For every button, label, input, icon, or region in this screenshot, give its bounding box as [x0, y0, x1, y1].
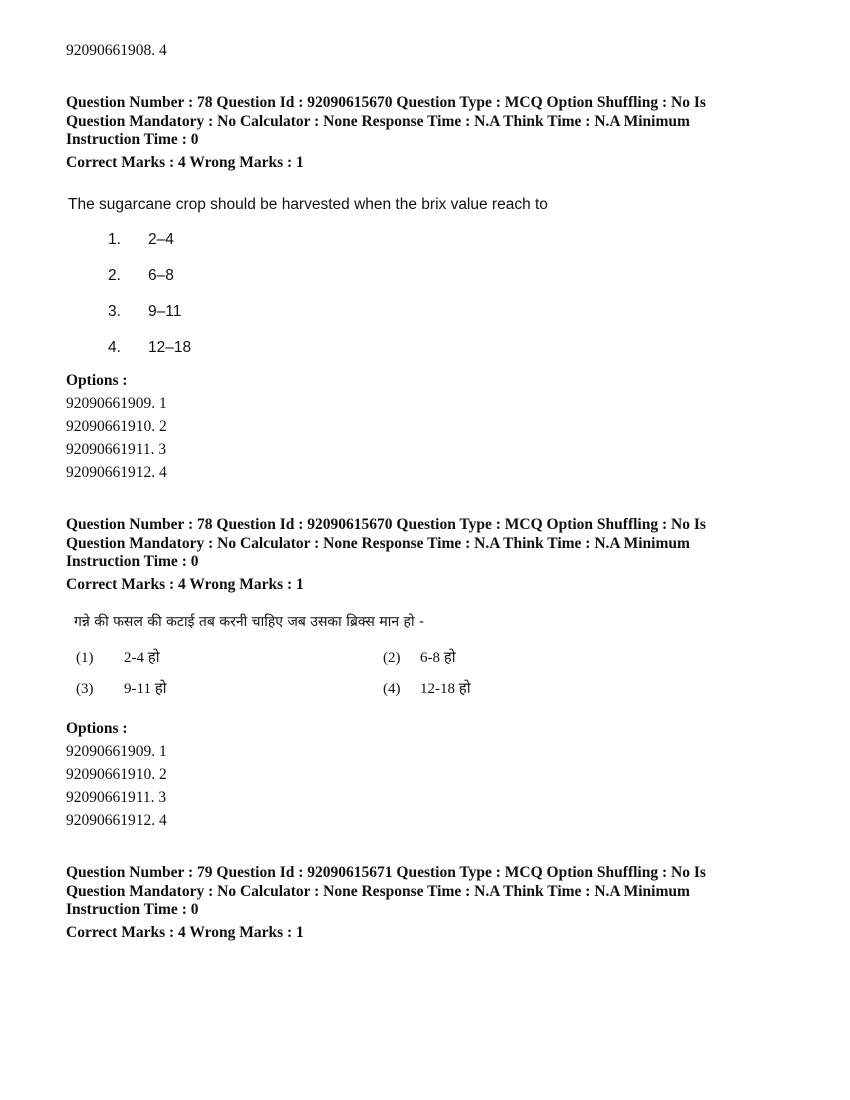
question-78-hindi-metadata — [66, 516, 786, 572]
option-id: 92090661910. 2 — [66, 766, 167, 783]
metadata-line: Question Mandatory : No Calculator : None Response Time : N.A Think Time : N.A Minimum — [66, 882, 690, 900]
option-number: (1) — [76, 650, 94, 666]
question-text-hindi: गन्ने की फसल की कटाई तब करनी चाहिए जब उसका ब्रिक्स मान हो - — [74, 614, 425, 630]
marks-line: Correct Marks : 4 Wrong Marks : 1 — [66, 154, 304, 171]
option-number: (3) — [76, 681, 94, 697]
answer-option — [76, 678, 167, 698]
answer-option — [108, 303, 181, 321]
marks-line: Correct Marks : 4 Wrong Marks : 1 — [66, 576, 304, 593]
option-id-list — [66, 740, 167, 832]
metadata-line: Question Mandatory : No Calculator : None Response Time : N.A Think Time : N.A Minimum — [66, 112, 690, 130]
option-text: 12–18 — [148, 339, 192, 356]
metadata-line: Instruction Time : 0 — [66, 553, 199, 570]
option-id: 92090661909. 1 — [66, 743, 167, 760]
option-id: 92090661912. 4 — [66, 464, 167, 481]
answer-option — [108, 231, 174, 249]
metadata-line: Instruction Time : 0 — [66, 131, 199, 148]
metadata-line: Question Mandatory : No Calculator : None Response Time : N.A Think Time : N.A Minimum — [66, 534, 690, 552]
question-79-metadata — [66, 864, 786, 920]
metadata-line: Question Number : 78 Question Id : 92090615670 Question Type : MCQ Option Shuffling : No Is — [66, 94, 706, 111]
option-number: (4) — [383, 681, 401, 697]
answer-option — [108, 267, 174, 285]
option-text: 6-8 हो — [420, 650, 456, 666]
option-id-list — [66, 392, 167, 484]
option-number: 3. — [108, 303, 121, 320]
answer-option — [108, 339, 191, 357]
marks-line: Correct Marks : 4 Wrong Marks : 1 — [66, 924, 304, 941]
option-number: 2. — [108, 267, 121, 284]
option-number: 4. — [108, 339, 121, 356]
options-label: Options : — [66, 372, 128, 389]
option-text: 2–4 — [148, 231, 174, 248]
option-text: 9-11 हो — [124, 681, 167, 697]
options-label: Options : — [66, 720, 128, 737]
answer-option — [383, 678, 471, 698]
answer-option — [383, 647, 456, 667]
option-number: 1. — [108, 231, 121, 248]
option-text: 9–11 — [148, 303, 182, 320]
option-id: 92090661910. 2 — [66, 418, 167, 435]
metadata-line: Instruction Time : 0 — [66, 901, 199, 918]
option-number: (2) — [383, 650, 401, 666]
option-text: 12-18 हो — [420, 681, 471, 697]
question-78-metadata — [66, 94, 786, 150]
metadata-line: Question Number : 79 Question Id : 92090615671 Question Type : MCQ Option Shuffling : No Is — [66, 864, 706, 881]
answer-option — [76, 647, 160, 667]
previous-option-id: 92090661908. 4 — [66, 42, 167, 59]
option-id: 92090661911. 3 — [66, 441, 167, 458]
option-text: 2-4 हो — [124, 650, 160, 666]
option-id: 92090661912. 4 — [66, 812, 167, 829]
option-text: 6–8 — [148, 267, 174, 284]
question-text-english: The sugarcane crop should be harvested when the brix value reach to — [68, 196, 548, 213]
metadata-line: Question Number : 78 Question Id : 92090615670 Question Type : MCQ Option Shuffling : No Is — [66, 516, 706, 533]
option-id: 92090661909. 1 — [66, 395, 167, 412]
option-id: 92090661911. 3 — [66, 789, 167, 806]
